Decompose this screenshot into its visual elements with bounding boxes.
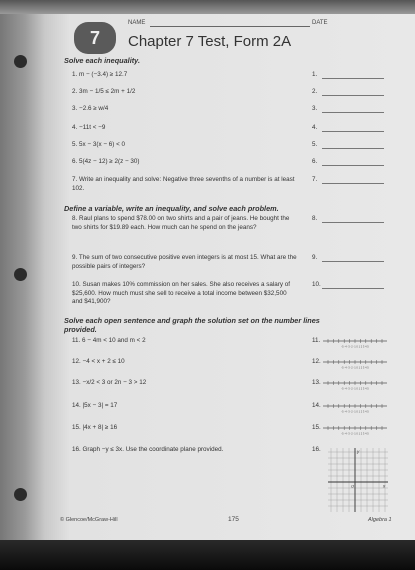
answer-blank-2[interactable] xyxy=(322,88,384,96)
question-3: 3. −2.6 ≥ w/4 xyxy=(72,105,109,112)
date-label: DATE xyxy=(312,20,328,26)
number-line-13[interactable] xyxy=(322,377,388,390)
section-heading: Define a variable, write an inequality, and solve each problem. xyxy=(64,204,279,213)
answer-label-1: 1. xyxy=(312,71,318,78)
question-5: 5. 5x − 3(x − 6) < 0 xyxy=(72,141,126,148)
page-title: Chapter 7 Test, Form 2A xyxy=(128,33,292,50)
coordinate-plane[interactable] xyxy=(328,448,388,512)
number-line-12[interactable] xyxy=(322,356,388,369)
answer-label-12: 12. xyxy=(312,358,321,365)
answer-label-3: 3. xyxy=(312,105,318,112)
question-16: 16. Graph −y ≤ 3x. Use the coordinate plane provided. xyxy=(72,446,224,453)
number-line-ticks: -5 -4 -3 -2 -1 0 1 2 3 4 5 xyxy=(341,345,369,348)
answer-label-11: 11. xyxy=(312,337,321,344)
answer-label-5: 5. xyxy=(312,141,318,148)
number-line-14[interactable] xyxy=(322,400,388,413)
answer-blank-6[interactable] xyxy=(322,158,384,166)
question-15: 15. |4x + 8| ≥ 16 xyxy=(72,424,118,431)
number-line-ticks: -5 -4 -3 -2 -1 0 1 2 3 4 5 xyxy=(341,387,369,390)
answer-blank-10[interactable] xyxy=(322,281,384,289)
number-line-ticks: -5 -4 -3 -2 -1 0 1 2 3 4 5 xyxy=(341,432,369,435)
question-6: 6. 5(4z − 12) ≥ 2(z − 30) xyxy=(72,158,140,165)
answer-blank-1[interactable] xyxy=(322,71,384,79)
question-2: 2. 3m − 1/5 ≤ 2m + 1/2 xyxy=(72,88,136,95)
number-line-ticks: -5 -4 -3 -2 -1 0 1 2 3 4 5 xyxy=(341,410,369,413)
answer-label-8: 8. xyxy=(312,215,318,222)
y-axis-label: y xyxy=(357,449,360,454)
answer-label-6: 6. xyxy=(312,158,318,165)
x-axis-label: x xyxy=(383,483,386,489)
binder-hole xyxy=(14,55,27,68)
origin-label: O xyxy=(351,483,355,489)
answer-label-7: 7. xyxy=(312,176,318,183)
desk-background xyxy=(0,540,415,570)
section-heading: Solve each open sentence and graph the solution set on the number lines provided. xyxy=(64,316,320,334)
answer-label-2: 2. xyxy=(312,88,318,95)
course-name: Algebra 1 xyxy=(368,517,392,523)
answer-blank-5[interactable] xyxy=(322,141,384,149)
chapter-badge: 7 xyxy=(74,22,116,54)
answer-blank-7[interactable] xyxy=(322,176,384,184)
answer-blank-8[interactable] xyxy=(322,215,384,223)
answer-label-13: 13. xyxy=(312,379,321,386)
answer-label-9: 9. xyxy=(312,254,318,261)
question-13: 13. −x/2 < 3 or 2n − 3 > 12 xyxy=(72,379,147,386)
answer-label-15: 15. xyxy=(312,424,321,431)
question-10: 10. Susan makes 10% commission on her sales. She also receives a salary of $25,600. How much must she sell to receive a total income between $32,500 and $41,900? xyxy=(72,281,291,305)
answer-label-14: 14. xyxy=(312,402,321,409)
answer-label-4: 4. xyxy=(312,124,318,131)
answer-blank-9[interactable] xyxy=(322,254,384,262)
section-heading: Solve each inequality. xyxy=(64,56,140,65)
answer-label-16: 16. xyxy=(312,446,321,453)
binder-hole xyxy=(14,488,27,501)
question-8: 8. Raul plans to spend $78.00 on two shirts and a pair of jeans. He bought the two shirts for $19.89 each. How much can he spend on the jeans? xyxy=(72,215,290,231)
question-14: 14. |5x − 3| = 17 xyxy=(72,402,118,409)
copyright: © Glencoe/McGraw-Hill xyxy=(60,517,118,523)
number-line-ticks: -5 -4 -3 -2 -1 0 1 2 3 4 5 xyxy=(341,366,369,369)
question-4: 4. −11t < −9 xyxy=(72,124,106,131)
number-line-11[interactable] xyxy=(322,335,388,348)
question-9: 9. The sum of two consecutive positive even integers is at most 15. What are the possible pairs of integers? xyxy=(72,254,297,270)
question-12: 12. −4 < x + 2 ≤ 10 xyxy=(72,358,125,365)
page-number: 175 xyxy=(228,516,239,523)
binder-hole xyxy=(14,268,27,281)
page-top-shadow xyxy=(0,0,415,14)
answer-blank-4[interactable] xyxy=(322,124,384,132)
answer-blank-3[interactable] xyxy=(322,105,384,113)
name-label: NAME xyxy=(128,20,146,26)
name-line xyxy=(150,26,310,27)
question-7: 7. Write an inequality and solve: Negative three sevenths of a number is at least 102. xyxy=(72,176,295,192)
number-line-15[interactable] xyxy=(322,422,388,435)
question-1: 1. m − (−3.4) ≥ 12.7 xyxy=(72,71,128,78)
question-11: 11. 6 − 4m < 10 and m < 2 xyxy=(72,337,146,344)
answer-label-10: 10. xyxy=(312,281,321,288)
